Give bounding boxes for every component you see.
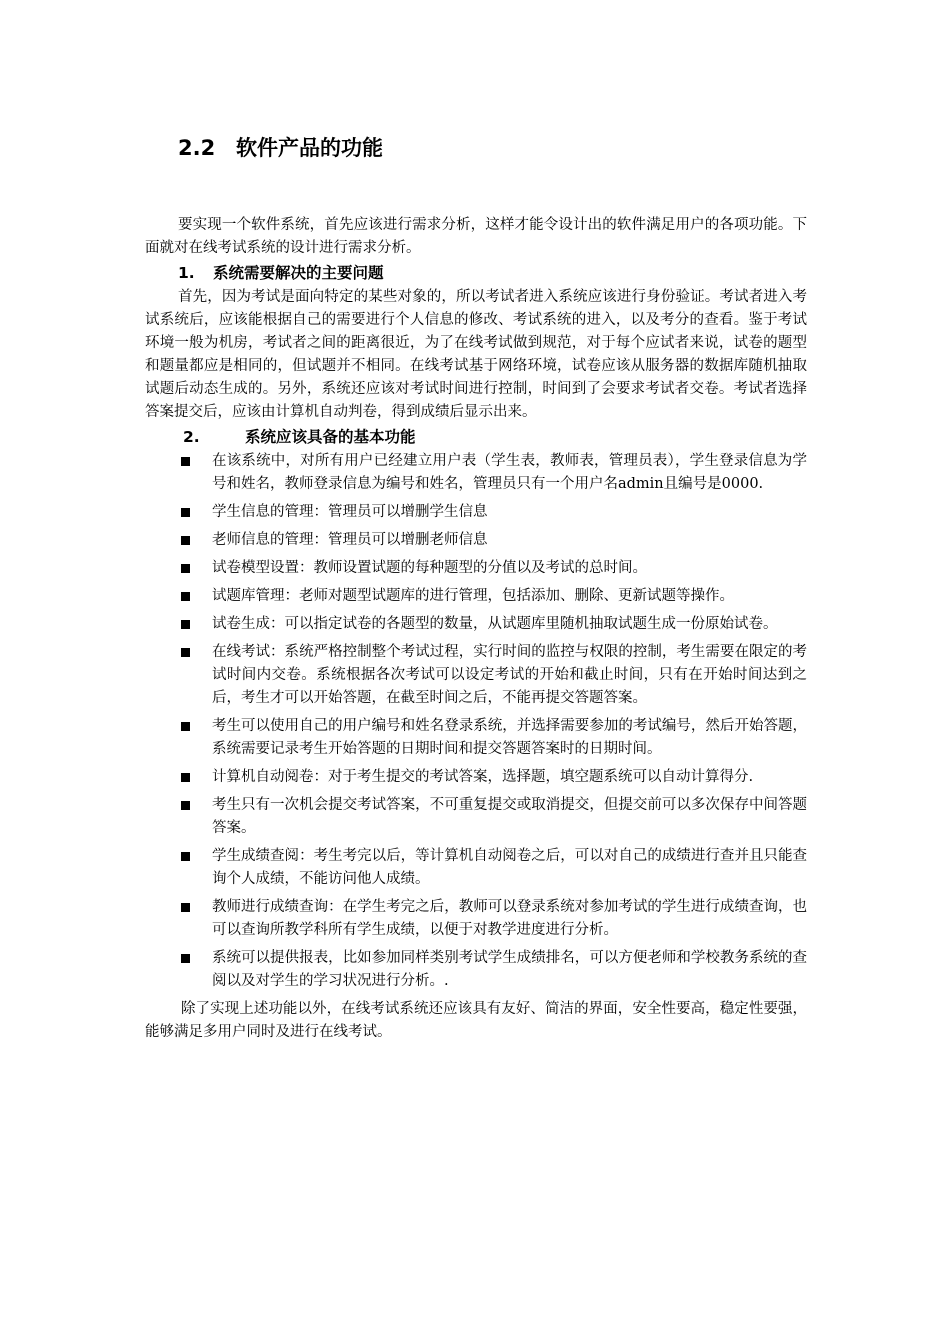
square-bullet-icon (181, 773, 190, 782)
list-item-text: 试题库管理：老师对题型试题库的进行管理，包括添加、删除、更新试题等操作。 (212, 588, 734, 604)
heading-main-problems-title: 系统需要解决的主要问题 (213, 264, 384, 282)
square-bullet-icon (181, 648, 190, 657)
section-title-text: 软件产品的功能 (236, 136, 383, 160)
list-item-text: 学生成绩查阅：考生考完以后，等计算机自动阅卷之后，可以对自己的成绩进行查并且只能查询个人成绩，不能访问他人成绩。 (212, 848, 807, 887)
document-body (145, 214, 807, 1044)
square-bullet-icon (181, 592, 190, 601)
section-number: 2.2 (178, 136, 216, 160)
list-item-text: 试卷生成：可以指定试卷的各题型的数量，从试题库里随机抽取试题生成一份原始试卷。 (212, 616, 778, 632)
square-bullet-icon (181, 954, 190, 963)
closing-paragraph: 除了实现上述功能以外，在线考试系统还应该具有友好、简洁的界面，安全性要高，稳定性要强，能够满足多用户同时及进行在线考试。 (145, 1001, 807, 1040)
heading-basic-functions-number: 2. (183, 428, 200, 446)
list-item (145, 557, 807, 580)
list-item-text: 计算机自动阅卷：对于考生提交的考试答案，选择题，填空题系统可以自动计算得分. (212, 769, 754, 785)
list-item (145, 766, 807, 789)
list-item (145, 845, 807, 891)
list-item (145, 501, 807, 524)
list-item (145, 947, 807, 993)
list-item (145, 715, 807, 761)
intro-paragraph: 要实现一个软件系统，首先应该进行需求分析，这样才能令设计出的软件满足用户的各项功能。下面就对在线考试系统的设计进行需求分析。 (145, 217, 807, 256)
heading-main-problems (145, 260, 807, 286)
square-bullet-icon (181, 903, 190, 912)
list-item (145, 794, 807, 840)
list-item-text: 在线考试：系统严格控制整个考试过程，实行时间的监控与权限的控制，考生需要在限定的考试时间内交卷。系统根据各次考试可以设定考试的开始和截止时间，只有在开始时间达到之后，考生才可以开始答题，在截至时间之后，不能再提交答题答案。 (212, 644, 807, 706)
heading-main-problems-number: 1. (178, 264, 195, 282)
list-item-text: 教师进行成绩查询：在学生考完之后，教师可以登录系统对参加考试的学生进行成绩查询，也可以查询所教学科所有学生成绩，以便于对教学进度进行分析。 (212, 899, 807, 938)
list-item (145, 613, 807, 636)
list-item-text: 试卷模型设置：教师设置试题的每种题型的分值以及考试的总时间。 (212, 560, 647, 576)
list-item (145, 529, 807, 552)
list-item (145, 896, 807, 942)
square-bullet-icon (181, 801, 190, 810)
list-item-text: 老师信息的管理：管理员可以增删老师信息 (212, 532, 488, 548)
square-bullet-icon (181, 620, 190, 629)
list-item (145, 641, 807, 710)
list-item (145, 585, 807, 608)
section-title (178, 134, 383, 162)
list-item-text: 在该系统中，对所有用户已经建立用户表（学生表，教师表，管理员表），学生登录信息为学号和姓名，教师登录信息为编号和姓名，管理员只有一个用户名admin且编号是0000. (212, 453, 807, 492)
square-bullet-icon (181, 508, 190, 517)
heading-basic-functions (145, 424, 807, 450)
list-item (145, 450, 807, 496)
square-bullet-icon (181, 457, 190, 466)
list-item-text: 系统可以提供报表，比如参加同样类别考试学生成绩排名，可以方便老师和学校教务系统的查阅以及对学生的学习状况进行分析。. (212, 950, 807, 989)
list-item-text: 学生信息的管理：管理员可以增删学生信息 (212, 504, 488, 520)
square-bullet-icon (181, 536, 190, 545)
heading-basic-functions-title: 系统应该具备的基本功能 (245, 428, 416, 446)
square-bullet-icon (181, 564, 190, 573)
list-item-text: 考生可以使用自己的用户编号和姓名登录系统，并选择需要参加的考试编号，然后开始答题，系统需要记录考生开始答题的日期时间和提交答题答案时的日期时间。 (212, 718, 807, 757)
square-bullet-icon (181, 852, 190, 861)
list-item-text: 考生只有一次机会提交考试答案，不可重复提交或取消提交，但提交前可以多次保存中间答题答案。 (212, 797, 807, 836)
function-list (145, 450, 807, 993)
square-bullet-icon (181, 722, 190, 731)
problem-paragraph: 首先，因为考试是面向特定的某些对象的，所以考试者进入系统应该进行身份验证。考试者进入考试系统后，应该能根据自己的需要进行个人信息的修改、考试系统的进入，以及考分的查看。鉴于考试环境一般为机房，考试者之间的距离很近，为了在线考试做到规范，对于每个应试者来说，试卷的题型和题量都应是相同的，但试题并不相同。在线考试基于网络环境，试卷应该从服务器的数据库随机抽取试题后动态生成的。另外，系统还应该对考试时间进行控制，时间到了会要求考试者交卷。考试者选择答案提交后，应该由计算机自动判卷，得到成绩后显示出来。 (145, 289, 807, 420)
